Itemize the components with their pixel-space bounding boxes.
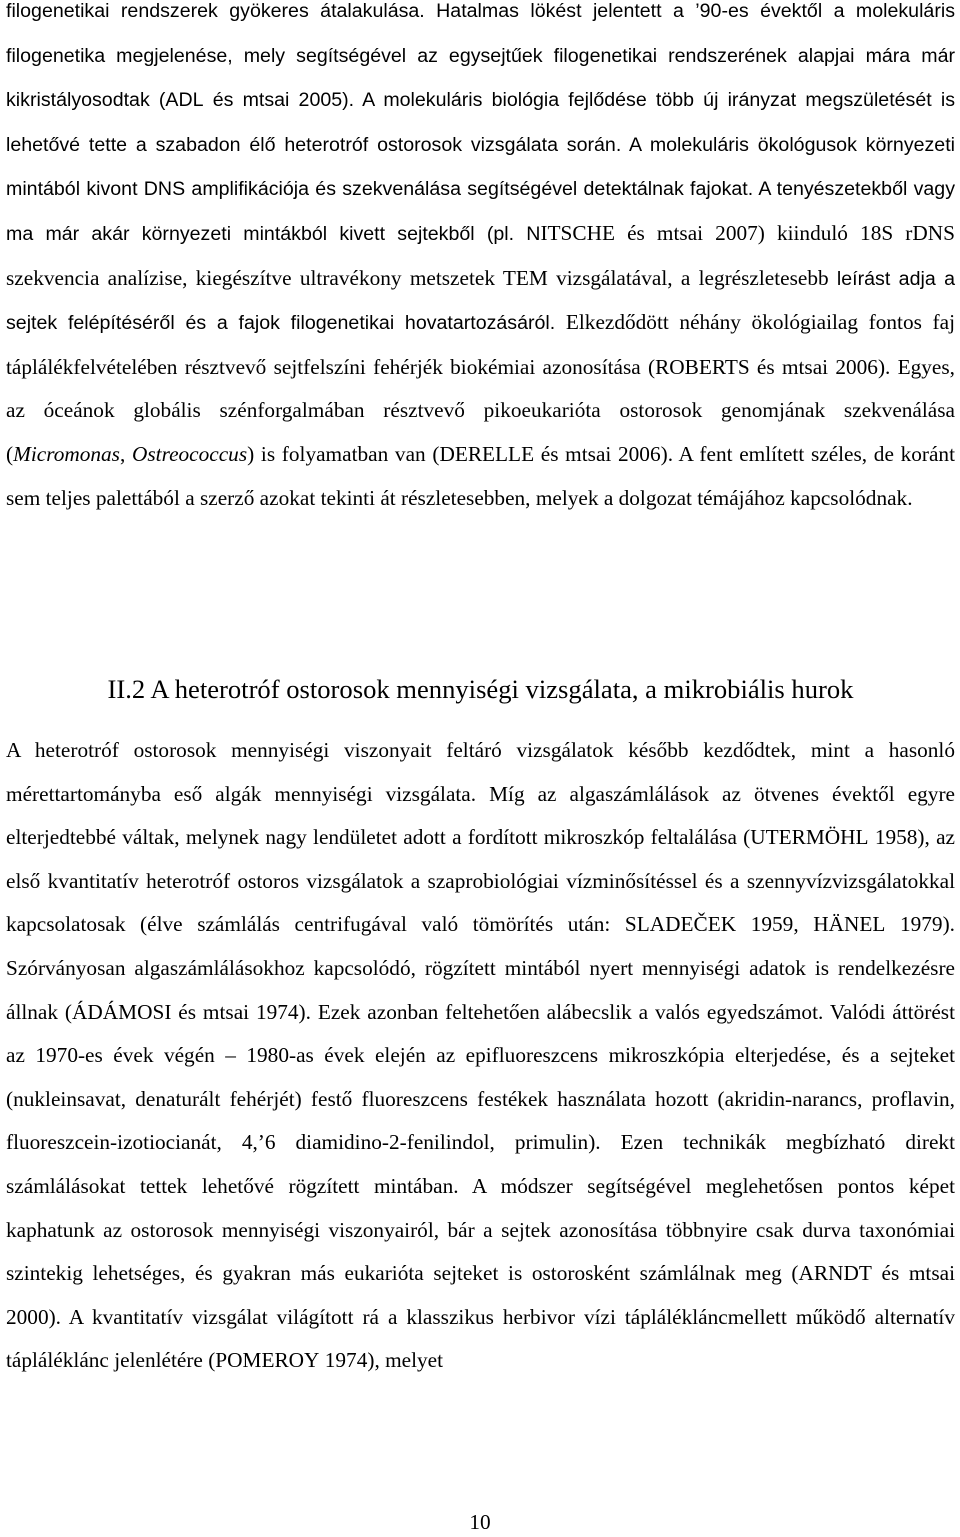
paragraph-text: és mtsai 2006). Egyes, az óceánok globális szénforgalmában résztvevő pikoeukarióta ostorosok genomjának szekvenálása ( [6, 354, 955, 466]
paragraph-text: leírást adja a sejtek felépítéséről és a fajok filogenetikai hovatartozásáról. [6, 267, 955, 335]
author-name: DÁMOSI [87, 999, 172, 1024]
species-name: Micromonas [13, 441, 120, 466]
author-name: ERELLE [454, 441, 535, 466]
author-name: OMEROY [227, 1348, 320, 1373]
author-name: LADEČEK [636, 912, 737, 937]
body-paragraph-1 [6, 0, 955, 520]
page-number: 10 [469, 1510, 491, 1534]
author-name: DL [178, 89, 204, 112]
paragraph-text: és mtsai 2006). A fent említett széles, de koránt sem teljes palettából a szerző azokat tekinti át részletesebben, melyek a dolgozat témájához kapcsolódnak. [6, 441, 955, 510]
paragraph-text: és mtsai 1974). Ezek azonban feltehetően alábecslik a valós egyedszámot. Valódi áttörést az 1970-es évek végén – 1980-as évek elején az epifluoreszcens mikroszkópia elterjedése, és a sejteket (nukleinsavat, denaturált fehérjét) festő fluoreszcens festékek használata hozott (akridin-narancs, proflavin, fluoreszcein-izotiocianát, 4,’6 diamidino-2-fenilindol, primulin). Ezen technikák megbízható direkt számlálásokat tettek lehetővé rögzített mintában. A módszer segítségével meglehetősen pontos képet kaphatunk az ostorosok mennyiségi viszonyairól, bár a sejtek azonosítása többnyire csak durva taxonómiai szintekig lehetséges, és gyakran más eukarióta sejteket is ostorosként számlálnak meg (A [6, 999, 955, 1286]
paragraph-text: és mtsai 2000). A kvantitatív vizsgálat világított rá a klasszikus herbivor vízi táplálékláncmellett működő alternatív tápláléklánc jelenlétére (P [6, 1261, 955, 1373]
paragraph-text: ) is folyamatban van (D [247, 441, 455, 466]
paragraph-text: A heterotróf ostorosok mennyiségi viszonyait feltáró vizsgálatok később kezdődtek, mint a hasonló mérettartományba eső algák mennyiségi vizsgálata. Míg az algaszámlálások az ötvenes évektől egyre elterjedtebbé váltak, melynek nagy lendületet adott a fordított mikroszkóp feltalálása (U [6, 738, 955, 850]
author-name: ÄNEL [828, 912, 886, 937]
species-name: Ostreococcus [131, 441, 248, 466]
author-name: OBERTS [669, 354, 750, 379]
author-name: RNDT [813, 1261, 872, 1286]
author-name: ITSCHE [540, 220, 615, 245]
paragraph-text: filogenetikai rendszerek gyökeres átalakulása. Hatalmas lökést jelentett a ’90-es évektől a molekuláris filogenetika megjelenése, mely segítségével az egysejtűek filogenetikai rendszerének alapjai mára már kikristályosodtak (A [6, 0, 955, 112]
paragraph-text: 1974), melyet [319, 1348, 444, 1373]
author-name: TERMÖHL [765, 825, 869, 850]
paragraph-text: , [119, 441, 132, 466]
paragraph-text: és mtsai 2007) kiinduló 18S rDNS szekvencia analízise, kiegészítve ultravékony metszetek TEM vizsgálatával, a legrészletesebb [6, 220, 955, 290]
paragraph-text: és mtsai 2005). A molekuláris biológia fejlődése több új irányzat megszületését is lehetővé tette a szabadon élő heterotróf ostorosok vizsgálata során. A molekuláris ökológusok környezeti mintából kivont DNS amplifikációja és szekvenálása segítségével detektálnak fajokat. A tenyészetekből vagy ma már akár környezeti mintákból kivett sejtekből (pl. N [6, 89, 955, 245]
paragraph-text: 1958), az első kvantitatív heterotróf ostoros vizsgálatok a szaprobiológiai vízminősítéssel és a szennyvízvizsgálatokkal kapcsolatosak (élve számlálás centrifugával való tömörítés után: S [6, 825, 955, 937]
body-paragraph-2 [6, 729, 955, 1383]
paragraph-text: 1959, H [736, 912, 829, 937]
paragraph-text: 1979). Szórványosan algaszámlálásokhoz kapcsolódó, rögzített mintából nyert mennyiségi adatok is rendelkezésre állnak (Á [6, 912, 955, 1024]
paragraph-text: Elkezdődött néhány ökológiailag fontos faj táplálékfelvételében résztvevő sejtfelszíni fehérjék biokémiai azonosítása (R [6, 310, 955, 379]
section-heading: II.2 A heterotróf ostorosok mennyiségi vizsgálata, a mikrobiális hurok [107, 674, 854, 704]
